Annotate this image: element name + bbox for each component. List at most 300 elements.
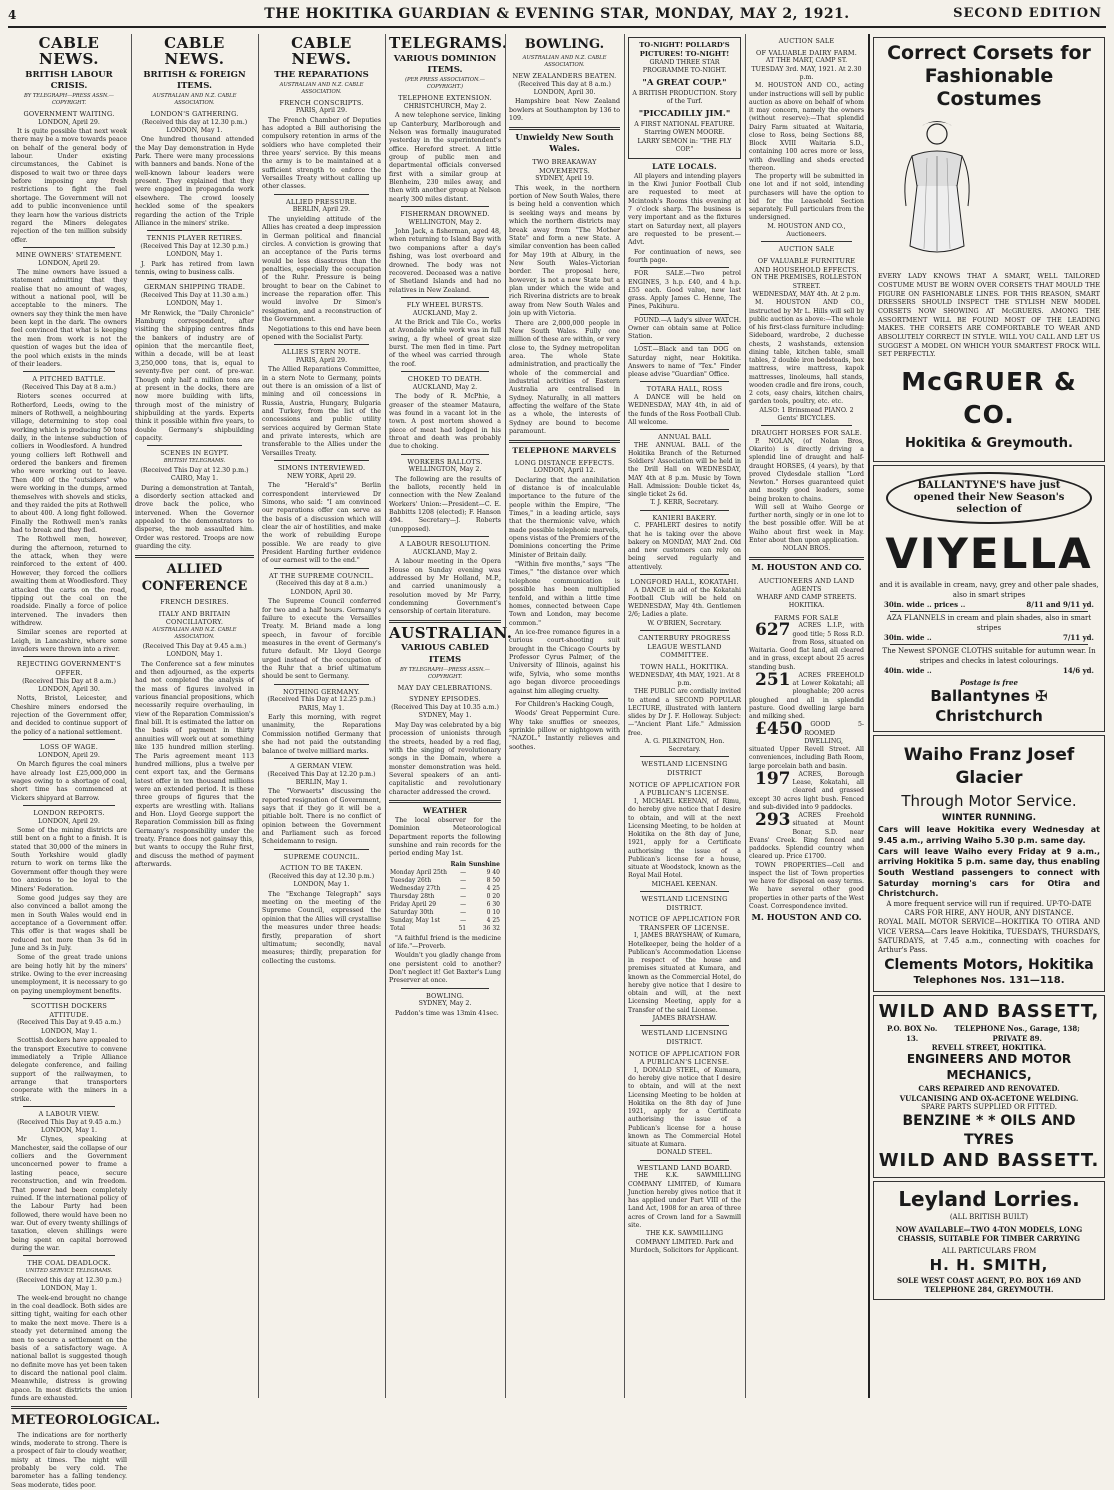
divider (761, 241, 852, 242)
article-subheading: FRENCH DESIRES. (160, 598, 229, 607)
dateline: (Received This Day at 12.25 p.m.) PARIS, May 1. (267, 696, 376, 712)
proverb: "A faithful friend is the medicine of life."—Proverb. (389, 934, 501, 950)
article-heading: LATE LOCALS. (652, 161, 717, 171)
table-cell: — (460, 868, 467, 876)
benzine-oils-tyres: BENZINE * * OILS AND TYRES (902, 1113, 1076, 1148)
byline: AUSTRALIAN AND N.Z. CABLE ASSOCIATION. (522, 55, 607, 69)
wild-and-bassett-advert (873, 995, 1105, 1178)
byline: UNITED SERVICE TELEGRAMS. (25, 1268, 113, 1275)
aza-flannels-description: AZA FLANNELS in cream and plain shades, also in smart stripes (886, 614, 1092, 632)
notice-text: I, JAMES BRAYSHAW, of Kumara, Hotelkeeper, being the holder of a Publican's Accommodation License in respect of the house and premises situated at Kumara, and known as the Commercial Hotel, do hereby give notice that I desire to obtain and will, at the next Licensing Meeting, apply for a Transfer of the said License. (628, 932, 741, 1014)
article-body: Similar scenes are reported at Leigh, in Lancashire, where some invaders were thrown into a river. (11, 629, 127, 654)
ballantynes-viyella-advert (873, 465, 1105, 733)
section-subheading: VARIOUS DOMINION ITEMS. (393, 53, 497, 76)
classified-ad: FOR SALE.—Two petrol ENGINES, 3 h.p. £40, and 4 h.p. £55 each. Good value, new last grass. Apply James C. Henne, The Pines, Pakihuru. (628, 270, 741, 311)
article-body: There are 2,000,000 people in New South Wales. Fully one million of these are within, or very close to, the Sydney metropolitan area. The whole State administration, and practically the whole of the commercial and industrial activities of Eastern Australia are centralised in Sydney. Naturally, in all matters affecting the welfare of the State as a whole, the interests of Sydney are bound to become paramount. (509, 319, 620, 436)
divider (389, 620, 501, 623)
byline: BY TELEGRAPH—PRESS ASSN.—COPYRIGHT. (400, 667, 490, 680)
telephone: TELEPHONE Nos., Garage, 138; PRIVATE 89. (954, 1024, 1080, 1043)
advert-text: THE PUBLIC are cordially invited to attend a SECOND POPULAR LECTURE, illustrated with lantern slides by Dr J. F. Holloway. Subject:—"Ancient Plant Life." Admission free. (628, 688, 741, 737)
section-heading: CABLE NEWS. (291, 34, 352, 68)
article-heading: A LABOUR RESOLUTION. (399, 540, 491, 549)
clements-phone: Telephones Nos. 131—118. (913, 975, 1065, 987)
auction-text: M. HOUSTON AND CO., instructed by Mr L. Hills will sell by public auction as above:—The whole of his first-class furniture including: Sideboard, wardrobe, 2 duchesse chests, 2 washstands, extension dining table, kitchen table, small tables, 2 double iron bedsteads, box mattress, wire mattress, kapok mattresses, linoleums, hall stands, wooden cradle and fire irons, couch, 2 cots, easy chairs, kitchen chairs, garden tools, poultry, etc. etc. (749, 299, 864, 406)
article-body: Some of the mining districts are still bent on a fight to a finish. It is stated that 30,000 of the miners in South Yorkshire would gladly return to work on terms like the Government offer though they were too anxious to be loyal to the Miners' Federation. (11, 826, 127, 893)
divider (147, 279, 242, 280)
edition-label: SECOND EDITION (953, 6, 1102, 21)
table-cell: Tuesday 26th (390, 876, 432, 884)
article-body: "Within five months," says "The Times," "the distance over which telephone communication is possible has been multiplied tenfold, and within a little time homes, connected between Cape Town and London, may become common." (509, 561, 620, 627)
dateline: (Received This Day at 8 a.m.) LONDON, April 30. (22, 677, 116, 694)
divider (640, 1160, 729, 1161)
royal-mail-service: ROYAL MAIL MOTOR SERVICE—HOKITIKA TO OTIRA AND VICE VERSA—Cars leave Hokitika, TUESDAYS, THURSDAYS, SATURDAYS, at 7.45 a.m., connecting with coaches for Arthur's Pass. (878, 918, 1100, 955)
article-body: Early this morning, with regret unanimity, the Reparations Commission notified Germany that she had not paid the outstanding balance of twelve milliard marks. (262, 714, 381, 755)
article-body: May Day was celebrated by a big procession of unionists through the streets, headed by a red flag, with the singing of revolutionary songs in the Domain, where a monster demonstration was held. Several speakers of an anti-capitalistic and revolutionary character addressed the crowd. (389, 721, 501, 796)
weather-table (389, 861, 501, 933)
table-cell: — (460, 876, 467, 884)
auction-heading: AUCTION SALE (778, 245, 835, 254)
notice-text: I, DONALD STEEL, of Kumara, do hereby give notice that I desire to obtain, and will at the next Licensing Meeting to be holden at Hokitika on the 8th day of June 1921, apply for a Certificate authorising the issue of a Publican's license for a house known as The Commercial Hotel situate at Kumara. (628, 1066, 741, 1149)
mcgruer-towns: Hokitika & Greymouth. (905, 436, 1073, 452)
article-body: The "Vorwaerts" discussing the reported resignation of Government, says that if they go it will be a pitiable bolt. There is no conflict of opinion between the Government and Parliament such as forced Scheidemann to resign. (262, 788, 381, 846)
advert-heading: TOTARA HALL, ROSS (646, 385, 723, 394)
wild-bassett-name: WILD AND BASSETT, (878, 1001, 1100, 1023)
article-body: The "Herald's" Berlin correspondent interviewed Dr Simons, who said: "I am convinced our reparations offer can serve as the basis of a discussion which will clear the air of hostilities, and make the work of rebuilding Europe possible. We are ready to give President Harding further evidence of our earnest will to the end." (262, 482, 381, 565)
article-body: During a demonstration at Tantah, a disorderly section attacked and drove back the police, who intervened. When the Governor appealed to the demonstrators to disperse, the mob assaulted him. Order was restored. Troops are now guarding the city. (135, 484, 254, 551)
article-heading: SCOTTISH DOCKERS ATTITUDE. (31, 1002, 107, 1019)
auctioneer-subheading: AUCTIONEERS AND LAND AGENTS (758, 576, 855, 594)
dateline: (Received This Day at 12.30 p.m.) LONDON, May 1. (140, 242, 249, 259)
table-cell: Total (390, 924, 406, 932)
divider (401, 297, 489, 298)
meteorological-heading: METEOROLOGICAL. (11, 1413, 161, 1429)
farm-number: 251 (755, 669, 791, 690)
farm-number: 197 (755, 768, 791, 789)
article-heading: NOTHING GERMANY. (282, 687, 361, 696)
divider (640, 429, 729, 430)
divider (640, 756, 729, 757)
price-row (878, 600, 1100, 609)
divider (640, 574, 729, 575)
byline: AUSTRALIAN AND N.Z. CABLE ASSOCIATION. (152, 627, 237, 640)
farm-number: 627 (755, 620, 791, 641)
advert-text: A DANCE will be held on WEDNESDAY, MAY 4th, in aid of the funds of the Ross Football Club. All welcome. (628, 394, 741, 426)
article-heading: WORKERS BALLOTS. (407, 457, 483, 466)
table-cell: 51 (458, 924, 467, 932)
article-body: One hundred thousand attended the May Day demonstration in Hyde Park. There were many processions with banners and bands. None of the well-known labour leaders were present. They explained that they were engaged in propaganda work elsewhere. The crowd loosely heckled some of the speakers regarding the action of the Triple Alliance in the miners' strike. (135, 136, 254, 227)
dateline: PARIS, April 29. (295, 107, 348, 115)
divider (749, 557, 864, 560)
dateline: LONDON, April 12. (533, 467, 596, 475)
price-label: 40in. wide .. (884, 665, 932, 675)
article-body: Some of the great trade unions are being hotly hit by the miners' strike. Owing to the ever increasing unemployment, it is necessary to go on paying unemployment benefits. (11, 954, 127, 995)
table-cell: 6 30 (486, 900, 500, 908)
dateline: (Received This Day at 10.35 a.m.) SYDNEY, May 1. (391, 704, 499, 720)
article-subheading: TWO BREAKAWAY MOVEMENTS. (532, 158, 597, 175)
dateline: LONDON, April 29. (38, 817, 100, 825)
classified-ad: FOUND.—A lady's silver WATCH. Owner can obtain same at Police Station. (628, 316, 741, 341)
section-subheading: BRITISH & FOREIGN ITEMS. (143, 69, 246, 91)
film-description: LARRY SEMON in: "THE FLY COP." (637, 137, 732, 154)
byline: (PER PRESS ASSOCIATION.—COPYRIGHT.) (404, 77, 485, 91)
divider (761, 425, 852, 426)
table-row (389, 917, 501, 925)
article-heading: NEW ZEALANDERS BEATEN. (512, 72, 617, 81)
notice-text: THE K.K. SAWMILLING COMPANY LIMITED, of Kumara Junction hereby gives notice that it has applied under Part VIII of the Land Act, 1908 for an area of three acres of Crown land for a Sawmill site. (628, 1172, 741, 1229)
h-h-smith-address: SOLE WEST COAST AGENT, P.O. BOX 169 AND TELEPHONE 284, GREYMOUTH. (897, 1275, 1081, 1295)
auction-signature: M. HOUSTON AND CO., Auctioneers. (767, 222, 846, 238)
notice-signature: DONALD STEEL. (656, 1149, 713, 1157)
divider (274, 460, 369, 461)
advert-subheading: TOWN HALL, HOKITIKA. (640, 662, 729, 671)
divider (147, 445, 242, 446)
article-body: Mr Renwick, the "Daily Chronicle" Hamburg correspondent, after visiting the shipping centres finds the bankers of industry are of opinion that the mercantile fleet, within a decade, will be at least 3,250,000 tons, that is, equal to seventy-five per cent. of pre-war. Though only half a million tons are at present in the docks, there are now more building with lifts, through most of the ministry of shipbuilding at the yards. Experts think it possible within five years, to double Germany's shipbuilding capacity. (135, 309, 254, 443)
article-body: A new telephone service, linking up Canterbury, Marlborough and Nelson was formally inaugurated yesterday in the superintendent's office. Hereford street. A little group of public men and departmental officials conversed first with a similar group at Blenheim, 230 miles away, and then with another group at Nelson nearly 300 miles distant. (389, 112, 501, 203)
auction-date: TUESDAY 3rd. MAY, 1921. At 2.30 p.m. (751, 65, 862, 81)
divider (274, 758, 369, 759)
advert-signature: NOLAN BROS. (782, 545, 831, 553)
divider (23, 247, 115, 248)
section-subheading: BRITISH LABOUR CRISIS. (25, 69, 113, 91)
table-header: Rain (450, 860, 467, 868)
notice-subheading: NOTICE OF APPLICATION FOR A PUBLICAN'S LICENSE. (629, 780, 740, 798)
dateline: LONDON, April 29. (38, 751, 100, 759)
divider (274, 344, 369, 345)
viyella-announcement: BALLANTYNE'S have just opened their New Season's selection of (886, 472, 1092, 524)
table-header (389, 861, 449, 869)
dateline: LONDON, April 29. (38, 118, 100, 126)
farm-listing (749, 669, 864, 722)
article-body: Some good judges say they are also convinced a ballot among the men in South Wales would end in acceptance of a Government offer. This offer is that wages shall be reduced not more than 3s 6d in June and 3s in July. (11, 894, 127, 953)
dateline: (Received this day at 12.30 p.m.) LONDON, May 1. (16, 1276, 122, 1293)
cars-repaired: CARS REPAIRED AND RENOVATED. (918, 1084, 1060, 1094)
advert-text: THE ANNUAL BALL of the Hokitika Branch of the Returned Soldiers' Association will be held in the Drill Hall on WEDNESDAY, MAY 4th at 8 p.m. Music by Town Hall. Admission: Double ticket 4s, single ticket 2s 6d. (628, 441, 741, 499)
article-subheading: SYDNEY EPISODES. (409, 695, 481, 704)
divider (23, 998, 115, 999)
article-body: Notts, Bristol, Leicester, and Cheshire miners endorsed the rejection of the Government offer, and decided to continue support of the policy of a national settlement. (11, 695, 127, 736)
farm-number: £450 (755, 719, 803, 740)
dateline: (Received This day at 8 a.m.) LONDON, April 30. (518, 80, 611, 97)
article-body: Paddon's time was 13min 41sec. (395, 1009, 499, 1017)
byline: AUSTRALIAN AND N.Z. CABLE ASSOCIATION. (152, 93, 237, 106)
dateline: NEW YORK, April 29. (287, 472, 356, 480)
corset-advert-title: Correct Corsets for Fashionable Costumes (887, 42, 1091, 110)
article-subheading: ACTION TO BE TAKEN. (280, 864, 363, 873)
article-body: The week-end brought no change in the coal deadlock. Both sides are sitting tight, waiting for each other to make the next move. There is a steady yet determined among the men to secure a settlement on the basis of a satisfactory wage. A national ballot is suggested though no definite move has yet been taken to discard the national pool claim. Meanwhile, distress is growing apace. In most districts the union funds are exhausted. (11, 1294, 127, 1403)
dateline: SYDNEY, April 19. (535, 175, 594, 183)
article-heading-large: ALLIED CONFERENCE (141, 561, 248, 594)
divider (135, 555, 254, 558)
notice-signature: JAMES BRAYSHAW. (652, 1014, 717, 1022)
divider (401, 454, 489, 455)
clements-motors-name: Clements Motors, Hokitika (884, 956, 1094, 973)
advert-subheading: GRAND THREE STAR PROGRAMME TO-NIGHT. (642, 59, 727, 75)
section-subheading: VARIOUS CABLED ITEMS (401, 643, 489, 665)
article-heading: TELEPHONE EXTENSION. (398, 94, 492, 103)
film-description: A BRITISH PRODUCTION. Story of the Turf. (632, 90, 737, 106)
section-heading: CABLE NEWS. (164, 34, 225, 68)
viyella-description: and it is available in cream, navy, grey and other pale shades, also in smart stripes (879, 581, 1099, 599)
dateline: AUCKLAND, May 2. (412, 309, 478, 317)
advert-heading: ANNUAL BALL (658, 433, 711, 442)
wild-bassett-name-footer: WILD AND BASSETT. (878, 1150, 1100, 1172)
film-description: A FIRST NATIONAL FEATURE. Starring OWEN MOORE. (634, 121, 735, 137)
article-heading: SUPREME COUNCIL. (283, 852, 360, 861)
divider (509, 440, 620, 443)
leyland-particulars: ALL PARTICULARS FROM (941, 1246, 1037, 1255)
dateline: AUCKLAND, May 2. (412, 548, 478, 556)
article-heading: FRENCH CONSCRIPTS. (279, 98, 364, 107)
column-local-notices (624, 34, 744, 1398)
table-cell: — (460, 916, 467, 924)
dateline: BERLIN, April 29. (292, 206, 351, 214)
article-body: The Rothwell men, however, during the afternoon, returned to the attack, when they were reinforced to the extent of 400. However, they forced the colliers awaiting them at Woodlesford. They attacked the carts on the road, tipping out the coal on the roadside. Finally a force of police intervened. The invaders then withdrew. (11, 536, 127, 627)
column-auctions (745, 34, 867, 1398)
article-body: The Allied Reparations Committee, in a stern Note to Germany, points out there is an omission of a list of mining and oil concessions in Russia, Austria, Hungary, Bulgaria and Turkey, from the list of the concessions and public utility services acquired by German State and private interests, which are transferable to the Allies under the Versailles Treaty. (262, 366, 381, 457)
article-subheading: ITALY AND BRITAIN CONCILIATORY. (158, 609, 231, 627)
dateline: (Received This Day at 9.45 a.m.) LONDON, May 1. (142, 642, 247, 659)
price-value: 14/6 yd. (1062, 665, 1094, 675)
article-body: Rioters scenes occurred at Rotherford, Leeds, owing to the miners of Rothwell, a neighbouring village, determining to stop coal working which is producing 50 tons daily, in the intense subduction of colliers in Woodlesford. A hundred young colliers left Rothwell and ordered the bankers and firemen who were working out to leave. Then 400 of the "outsiders" who were working in the dumps, armed themselves with shovels and sticks, and they raided the pits at Rothwell to about 400. A long fight followed. Finally the Rothwell men's ranks had to break and they fled. (11, 393, 127, 534)
section-heading: TELEGRAMS. (389, 34, 508, 52)
table-row (389, 885, 501, 893)
auction-text: The property will be submitted in one lot and if not sold, intending purchasers will have the option to bid for the Leasehold Section separately. Full particulars from the undersigned. (749, 173, 864, 222)
column-bowling-nsw (505, 34, 623, 1398)
table-header-row (389, 861, 501, 869)
dateline: (Received this day at 8 a.m.) LONDON, April 30. (275, 580, 368, 596)
advert-heading: TO-NIGHT! POLLARD'S PICTURES! TO-NIGHT! (639, 41, 730, 59)
dateline: (Received This Day at 9.45 a.m.) LONDON, May 1. (17, 1019, 121, 1035)
dateline: LONDON, April 29. (38, 259, 100, 267)
price-label: 30in. wide .. prices .. (884, 600, 966, 610)
article-heading-large: Unwieldy New South Wales. (515, 132, 614, 154)
farm-text: ACRES L.I.P., with good title; 5 Ross R.D. from Ross, situated on Waitaria. Good flat land, all cleared and in grass, except about 25 acres standing bush. (749, 622, 864, 671)
auction-location: AT THE MART, CAMP ST. (765, 57, 848, 65)
table-cell: Saturday 30th (390, 908, 434, 916)
section-heading: CABLE NEWS. (38, 34, 100, 68)
dateline: (Received This Day at 12.20 p.m.) BERLIN, May 1. (267, 770, 376, 786)
dateline: PARIS, April 29. (295, 356, 348, 364)
farm-listing (749, 721, 864, 771)
page-number: 4 (8, 8, 17, 22)
vulcanising: VULCANISING AND OX-ACETONE WELDING. (899, 1093, 1079, 1103)
auction-text: M. HOUSTON AND CO., acting under instructions will sell by public auction as above on behalf of whom it may concern, namely the owners (without reserve):—That splendid Dairy Farm situated at Waitaria, close to Ross, being Sections 88, Block XVIII Waitaria S.D., containing 100 acres more or less, with dwelling and sheds erected thereon. (749, 82, 864, 172)
article-body: The body of R. McPhie, a greaser of the steamer Mataura, was found in a vacant lot in the town. A post mortem showed a piece of meat had lodged in his throat and death was probably due to choking. (389, 393, 501, 451)
article-body: The unyielding attitude of the Allies has created a deep impression in German political and financial circles. A conviction is growing that an acceptance of the Paris terms would be less disastrous than the penalties, especially the occupation of the Ruhr. Pressure is being brought to bear on the Cabinet to increase the reparation offer. This would involve Dr Simon's resignation, and a reconstruction of the Government. (262, 215, 381, 324)
divider (11, 1406, 127, 1409)
article-heading: MAY DAY CELEBRATIONS. (397, 683, 493, 692)
weather-heading: WEATHER (422, 806, 468, 816)
byline: BRITISH TELEGRAMS. (163, 458, 226, 465)
film-title: "A GREAT COUP." (642, 77, 727, 88)
divider (23, 805, 115, 806)
sponge-cloths-description: The Newest SPONGE CLOTHS suitable for autumn wear. In stripes and checks in latest colourings. (882, 647, 1096, 665)
article-body: The Conference sat a few minutes and then adjourned, as the experts had not completed the analysis of the mass of figures involved in various financial propositions, which necessarily require overhauling, in view of the Reparation Commission's final bill. It is estimated the latter on the basis of payment in thirty annuities will work out at something like 135 hundred million sterling. The Paris agreement meant 113 hundred millions, plus a twelve per cent export tax, and the Germans latest offer in ten thousand millions were an extended period. It is these three groups of figures that the experts are wrestling with. Italians and Hon. Lloyd George support the Reparation Commission bill as fixing Germany's responsibility under the treaty. France does not gainsay this, but wants to occupy the Ruhr first, and discuss the method of payment afterwards. (135, 660, 254, 869)
article-body: Hampshire beat New Zealand bowlers at Southampton by 136 to 109. (509, 98, 620, 123)
notice-signature: MICHAEL KEENAN. (651, 880, 718, 888)
auctioneer-location: WHARF AND CAMP STREETS. HOKITIKA. (756, 594, 857, 610)
table-total-row (389, 925, 501, 933)
divider (23, 739, 115, 740)
article-heading: FISHERMAN DROWNED. (400, 210, 490, 219)
table-cell: — (460, 900, 467, 908)
auctioneer-signature: M. HOUSTON AND CO. (751, 913, 862, 924)
auction-date: WEDNESDAY, MAY 4th. At 2 p.m. (752, 290, 861, 298)
waiho-subtitle: Through Motor Service. (901, 791, 1077, 810)
divider (274, 684, 369, 685)
article-heading: GERMAN SHIPPING TRADE. (143, 283, 246, 292)
table-row (389, 909, 501, 917)
article-heading: FLY WHEEL BURSTS. (406, 300, 484, 309)
column-telegrams (385, 34, 513, 1398)
article-heading: LONDON'S GATHERING. (150, 109, 239, 118)
farm-listing: TOWN PROPERTIES—Cell and inspect the list of Town properties we have for disposal on easy terms. We have several other good properties in other parts of the West Coast. Correspondence invited. (749, 861, 864, 910)
dateline: WELLINGTON, May 2. (408, 218, 482, 226)
auction-heading: AUCTION SALE (778, 37, 835, 45)
contact-row (878, 1024, 1100, 1043)
divider (509, 127, 620, 130)
divider (640, 381, 729, 382)
column-display-adverts (868, 34, 1108, 1398)
auction-location: ON THE PREMISES, ROLLESTON STREET. (751, 274, 862, 290)
article-body: A labour meeting in the Opera House on Sunday evening was addressed by Mr Holland, M.P., and carried unanimously a resolution moved by Mr Parry, condemning Government's censorship of certain literature. (389, 558, 501, 616)
postage-note: Postage is free (960, 678, 1018, 688)
price-row (878, 666, 1100, 675)
farm-listing (749, 768, 864, 812)
dateline: (Received This Day at 9.45 a.m.) LONDON, May 1. (17, 1118, 121, 1135)
table-cell: — (460, 908, 467, 916)
winter-running-heading: WINTER RUNNING. (941, 813, 1037, 824)
article-body: This week, in the northern portion of New South Wales, there is being held a convention which is seeking ways and means by which the northern districts may break away from "The Mother State" and form a new State. A similar convention has been called for May 19th at Albury, in the New South Wales–Victorian border. The proposal here, however, is not a new State but a plan under which the wide and rich Riverina districts are to break away from New South Wales and join up with Victoria. (509, 184, 620, 318)
divider (890, 611, 1088, 612)
dateline: CHRISTCHURCH, May 2. (403, 102, 487, 110)
article-body: For continuation of news, see fourth page. (628, 248, 741, 265)
farms-heading: FARMS FOR SALE (774, 613, 839, 622)
table-cell: 4 25 (486, 916, 500, 924)
article-heading: LOSS OF WAGE. (39, 743, 99, 752)
dateline: SYDNEY, May 2. (418, 1000, 472, 1008)
article-heading: CHOKED TO DEATH. (407, 375, 483, 384)
weather-intro: The local observer for the Dominion Meteorological Department reports the following sunshine and rain records for the period ending May 1st. (389, 817, 501, 858)
article-body: At the Brick and Tile Co., works at Avondale while work was in full swing, a fly wheel of great size burst. The men fled in time. Part of the wheel was carried through the roof. (389, 318, 501, 368)
table-row (389, 901, 501, 909)
table-cell: — (460, 884, 467, 892)
auction-subheading: OF VALUABLE DAIRY FARM. (755, 48, 858, 57)
dateline: (Received this day at 12.30 p.m.) LONDON, May 1. (268, 873, 375, 889)
divider (640, 510, 729, 511)
divider (640, 267, 729, 268)
waiho-schedule-1: Cars will leave Hokitika every Wednesday at 9.45 a.m., arriving Waiho 5.30 p.m. same day. (878, 825, 1100, 846)
farm-listing (749, 812, 864, 862)
article-heading-large: TELEPHONE MARVELS (512, 445, 617, 455)
advert-text: Woods' Great Peppermint Cure. Why take snuffles or sneezes, sprinkle pillow or nightgown with "NAZOL." Instantly relieves and soothes. (509, 710, 620, 751)
divider (23, 656, 115, 657)
article-body: Declaring that the annihilation of distance is of incalculable importance to the future of the people within the Empire, "The Times," in a leading article, says that the thermionic valve, which made possible telephonic marvels, opens vistas of the Premiers of the Dominions concerting the Prime Minister of Britain daily. (509, 476, 620, 559)
farm-text: ACRES Freehold situated at Mount Bonar, S.D. near Evans' Creek. Ring fenced and paddocks. Splendid country when cleared up. Price £1700. (749, 812, 864, 861)
table-cell: 36 32 (482, 924, 500, 932)
table-cell: 0 10 (486, 908, 500, 916)
advert-date: WEDNESDAY, 4th MAY, 1921. At 8 p.m. (629, 671, 740, 687)
table-cell: 4 25 (486, 884, 500, 892)
divider (401, 206, 489, 207)
table-cell: 8 50 (486, 876, 500, 884)
corset-figure-illustration (882, 116, 992, 266)
article-heading: SIMONS INTERVIEWED. (277, 464, 366, 473)
waiho-title: Waiho Franz Josef Glacier (903, 745, 1075, 788)
divider (23, 371, 115, 372)
article-heading: A GERMAN VIEW. (289, 761, 354, 770)
table-header: Sunshine (468, 860, 500, 868)
advert-text: C. PFAHLERT desires to notify that he is taking over the above bakery on MONDAY, MAY 2nd. Old and new customers can rely on being served regularly and attentively. (628, 522, 741, 571)
table-cell: 0 20 (486, 892, 500, 900)
po-box: P.O. BOX No. 13. (886, 1024, 938, 1043)
dateline: (Received this day at 12.30 p.m.) LONDON, May 1. (141, 118, 248, 134)
leyland-availability: NOW AVAILABLE—TWO 4-TON MODELS, LONG CHASSIS, SUITABLE FOR TIMBER CARRYING (895, 1225, 1083, 1244)
advert-heading: LONGFORD HALL, KOKATAHI. (630, 577, 739, 586)
farm-text: ACRES, Borough Lease, Kokatahi, all cleared and grassed except 30 acres light bush. Fenced and sub-divided into 9 paddocks. (749, 770, 864, 811)
auction-also: ALSO: 1 Brinsmead PIANO. 2 Gents' BICYCLES. (759, 406, 854, 422)
table-cell: Friday April 29 (390, 900, 437, 908)
divider (23, 1106, 115, 1107)
table-cell: Monday April 25th (390, 868, 448, 876)
leyland-lorries-advert (873, 1181, 1105, 1299)
article-heading: A LABOUR VIEW. (38, 1110, 100, 1119)
article-heading: SCENES IN EGYPT. (160, 449, 229, 458)
article-subheading: LONG DISTANCE EFFECTS. (514, 458, 615, 467)
article-heading: ALLIES STERN NOTE. (281, 348, 362, 357)
article-body: Mr Clynes, speaking at Manchester, said the collapse of our colliers and the Government unconcerned power to frame a lasting peace, secure reconstruction, and win freedom. That power had been completely ruined. If the international policy of the Labour Party had been followed, there would have been no war. Out of every twenty shillings of taxation, eleven shillings were being spent on capital borrowed during the war. (11, 1136, 127, 1253)
advert-heading: CANTERBURY PROGRESS LEAGUE WESTLAND COMMITTEE. (638, 633, 731, 660)
article-body: Scottish dockers have appealed to the transport Executive to convene immediately a Triple Alliance delegate conference, and failing support of the railwaymen, to arrange that transporters cooperate with the miners in a strike. (11, 1037, 127, 1103)
ballantynes-firm-name: Ballantynes ✠ Christchurch (930, 687, 1048, 726)
notice-signature: THE K.K. SAWMILLING COMPANY LIMITED. Park and Murdoch, Solicitors for Applicant. (630, 1230, 739, 1254)
notice-subheading: NOTICE OF APPLICATION FOR A PUBLICAN'S LICENSE. (629, 1049, 740, 1067)
notice-heading: WESTLAND LAND BOARD. (636, 1163, 733, 1172)
advert-text: A DANCE in aid of the Kokatahi Football Club will be held on WEDNESDAY, May 4th. Gentlemen 2/6; Ladies a plate. (628, 586, 741, 619)
section-heading: BOWLING. (524, 37, 605, 52)
divider (389, 800, 501, 803)
engineers-heading: ENGINEERS AND MOTOR MECHANICS, (906, 1052, 1072, 1083)
advert-heading: KANIERI BAKERY. (652, 513, 717, 522)
table-row (389, 893, 501, 901)
dateline: WELLINGTON, May 2. (408, 466, 482, 474)
column-reparations (258, 34, 384, 1398)
mcgruer-corset-advert (873, 37, 1105, 462)
advert-heading: DRAUGHT HORSES FOR SALE. (750, 429, 863, 438)
article-body: Negotiations to this end have been opened with the Socialist Party. (262, 325, 381, 341)
divider (640, 343, 729, 344)
waiho-extra-service: A more frequent service will run if required. UP-TO-DATE CARS FOR HIRE, ANY HOUR, ANY DISTANCE. (886, 899, 1092, 918)
advert-heading: For Children's Hacking Cough, (515, 700, 614, 708)
viyella-brand: VIYELLA (885, 528, 1093, 578)
article-heading: A PITCHED BATTLE. (32, 375, 106, 384)
leyland-title: Leyland Lorries. (898, 1187, 1080, 1212)
auctioneer-name: M. HOUSTON AND CO. (751, 562, 862, 573)
film-title: "PICCADILLY JIM." (638, 108, 731, 119)
article-body: The mine owners have issued a statement admitting that they realise that no amount of wages, without a national pool, will be acceptable to the miners. The owners say they think the men have been kept in the dark. The owners feel convinced that what is keeping the men from work is not the question of wages but the idea of the pool which exists in the minds of their leaders. (11, 268, 127, 368)
divider (274, 194, 369, 195)
byline: AUSTRALIAN AND N.Z. CABLE ASSOCIATION. (279, 81, 364, 95)
notice-heading: WESTLAND LICENSING DISTRICT. (641, 894, 728, 912)
divider (640, 1025, 729, 1026)
price-label: 30in. wide .. (884, 632, 932, 642)
byline: BY TELEGRAPH—PRESS ASSN.—COPYRIGHT. (24, 93, 114, 106)
divider (401, 536, 489, 537)
table-cell: Thursday 28th (390, 892, 435, 900)
table-row (389, 869, 501, 877)
article-heading: BOWLING. (425, 991, 465, 1000)
divider (890, 644, 1088, 645)
